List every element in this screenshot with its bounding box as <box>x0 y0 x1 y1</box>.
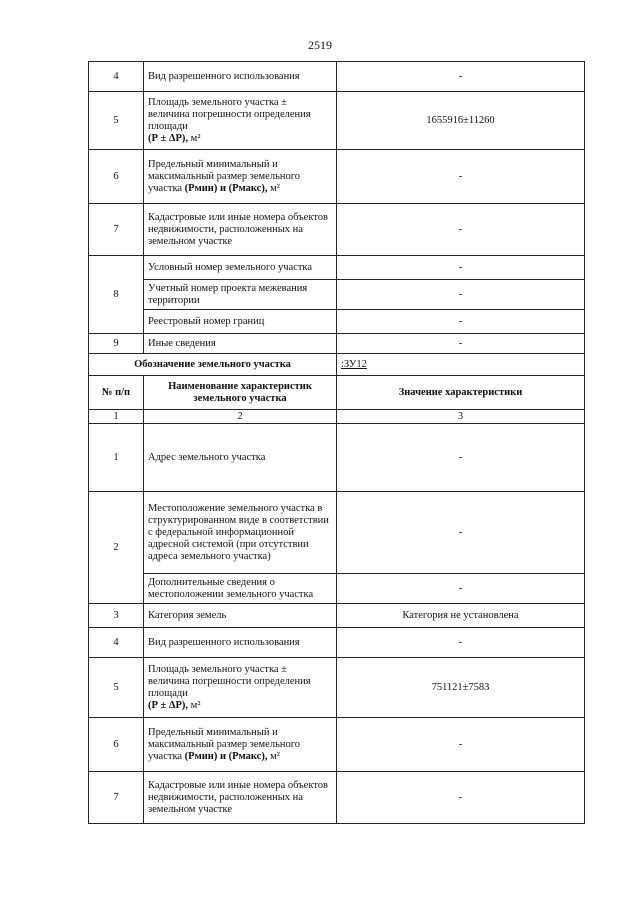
column-number-row <box>89 410 585 424</box>
row-number: 2 <box>89 492 144 604</box>
column-header-number: № п/п <box>89 376 144 410</box>
characteristic-name: Реестровый номер границ <box>144 310 337 334</box>
designation-label: Обозначение земельного участка <box>89 354 337 376</box>
characteristic-value: - <box>337 204 585 256</box>
land-plot-table <box>88 61 585 824</box>
table-row <box>89 492 585 574</box>
characteristic-value: 1655916±11260 <box>337 92 585 150</box>
column-header-value: Значение характеристики <box>337 376 585 410</box>
characteristic-value: - <box>337 718 585 772</box>
characteristic-value: - <box>337 256 585 280</box>
characteristic-value: - <box>337 574 585 604</box>
characteristic-value: - <box>337 628 585 658</box>
table-row <box>89 658 585 718</box>
table-row <box>89 574 585 604</box>
table-row <box>89 280 585 310</box>
column-header-name: Наименование характеристик земельного участка <box>144 376 337 410</box>
characteristic-name: Иные сведения <box>144 334 337 354</box>
characteristic-value: - <box>337 492 585 574</box>
table-row <box>89 628 585 658</box>
characteristic-value: Категория не установлена <box>337 604 585 628</box>
table-row <box>89 334 585 354</box>
row-number: 9 <box>89 334 144 354</box>
characteristic-value: 751121±7583 <box>337 658 585 718</box>
characteristic-value: - <box>337 772 585 824</box>
row-number: 5 <box>89 92 144 150</box>
characteristic-name: Адрес земельного участка <box>144 424 337 492</box>
row-number: 6 <box>89 150 144 204</box>
characteristic-value: - <box>337 150 585 204</box>
characteristic-name: Местоположение земельного участка в структурированном виде в соответствии с федеральной информационной адресной системой (при отсутствии адреса земельного участка) <box>144 492 337 574</box>
characteristic-name: Кадастровые или иные номера объектов недвижимости, расположенных на земельном участке <box>144 204 337 256</box>
row-number: 5 <box>89 658 144 718</box>
characteristic-name: Учетный номер проекта межевания территории <box>144 280 337 310</box>
characteristic-name: Площадь земельного участка ± величина погрешности определения площади (Р ± ΔР), м² <box>144 92 337 150</box>
table-row <box>89 718 585 772</box>
table-row <box>89 772 585 824</box>
table-row <box>89 150 585 204</box>
characteristic-name: Категория земель <box>144 604 337 628</box>
characteristic-value: - <box>337 334 585 354</box>
land-plot-code: :ЗУ12 <box>337 354 585 376</box>
designation-row <box>89 354 585 376</box>
characteristic-value: - <box>337 424 585 492</box>
characteristic-name: Условный номер земельного участка <box>144 256 337 280</box>
characteristic-value: - <box>337 310 585 334</box>
characteristic-value: - <box>337 62 585 92</box>
characteristic-name: Вид разрешенного использования <box>144 62 337 92</box>
column-index: 1 <box>89 410 144 424</box>
characteristic-name: Дополнительные сведения о местоположении земельного участка <box>144 574 337 604</box>
table-row <box>89 256 585 280</box>
table-row <box>89 62 585 92</box>
characteristic-name: Кадастровые или иные номера объектов недвижимости, расположенных на земельном участке <box>144 772 337 824</box>
row-number: 6 <box>89 718 144 772</box>
characteristic-value: - <box>337 280 585 310</box>
row-number: 3 <box>89 604 144 628</box>
table-row <box>89 424 585 492</box>
table-row <box>89 310 585 334</box>
table-row <box>89 604 585 628</box>
row-number: 8 <box>89 256 144 334</box>
row-number: 7 <box>89 772 144 824</box>
characteristic-name: Предельный минимальный и максимальный размер земельного участка (Рмин) и (Рмакс), м² <box>144 150 337 204</box>
characteristic-name: Площадь земельного участка ± величина погрешности определения площади (Р ± ΔР), м² <box>144 658 337 718</box>
column-index: 3 <box>337 410 585 424</box>
page-number: 2519 <box>308 38 332 52</box>
row-number: 4 <box>89 62 144 92</box>
row-number: 7 <box>89 204 144 256</box>
table-header-row <box>89 376 585 410</box>
characteristic-name: Предельный минимальный и максимальный размер земельного участка (Рмин) и (Рмакс), м² <box>144 718 337 772</box>
row-number: 4 <box>89 628 144 658</box>
table-row <box>89 204 585 256</box>
table-row <box>89 92 585 150</box>
characteristic-name: Вид разрешенного использования <box>144 628 337 658</box>
row-number: 1 <box>89 424 144 492</box>
column-index: 2 <box>144 410 337 424</box>
